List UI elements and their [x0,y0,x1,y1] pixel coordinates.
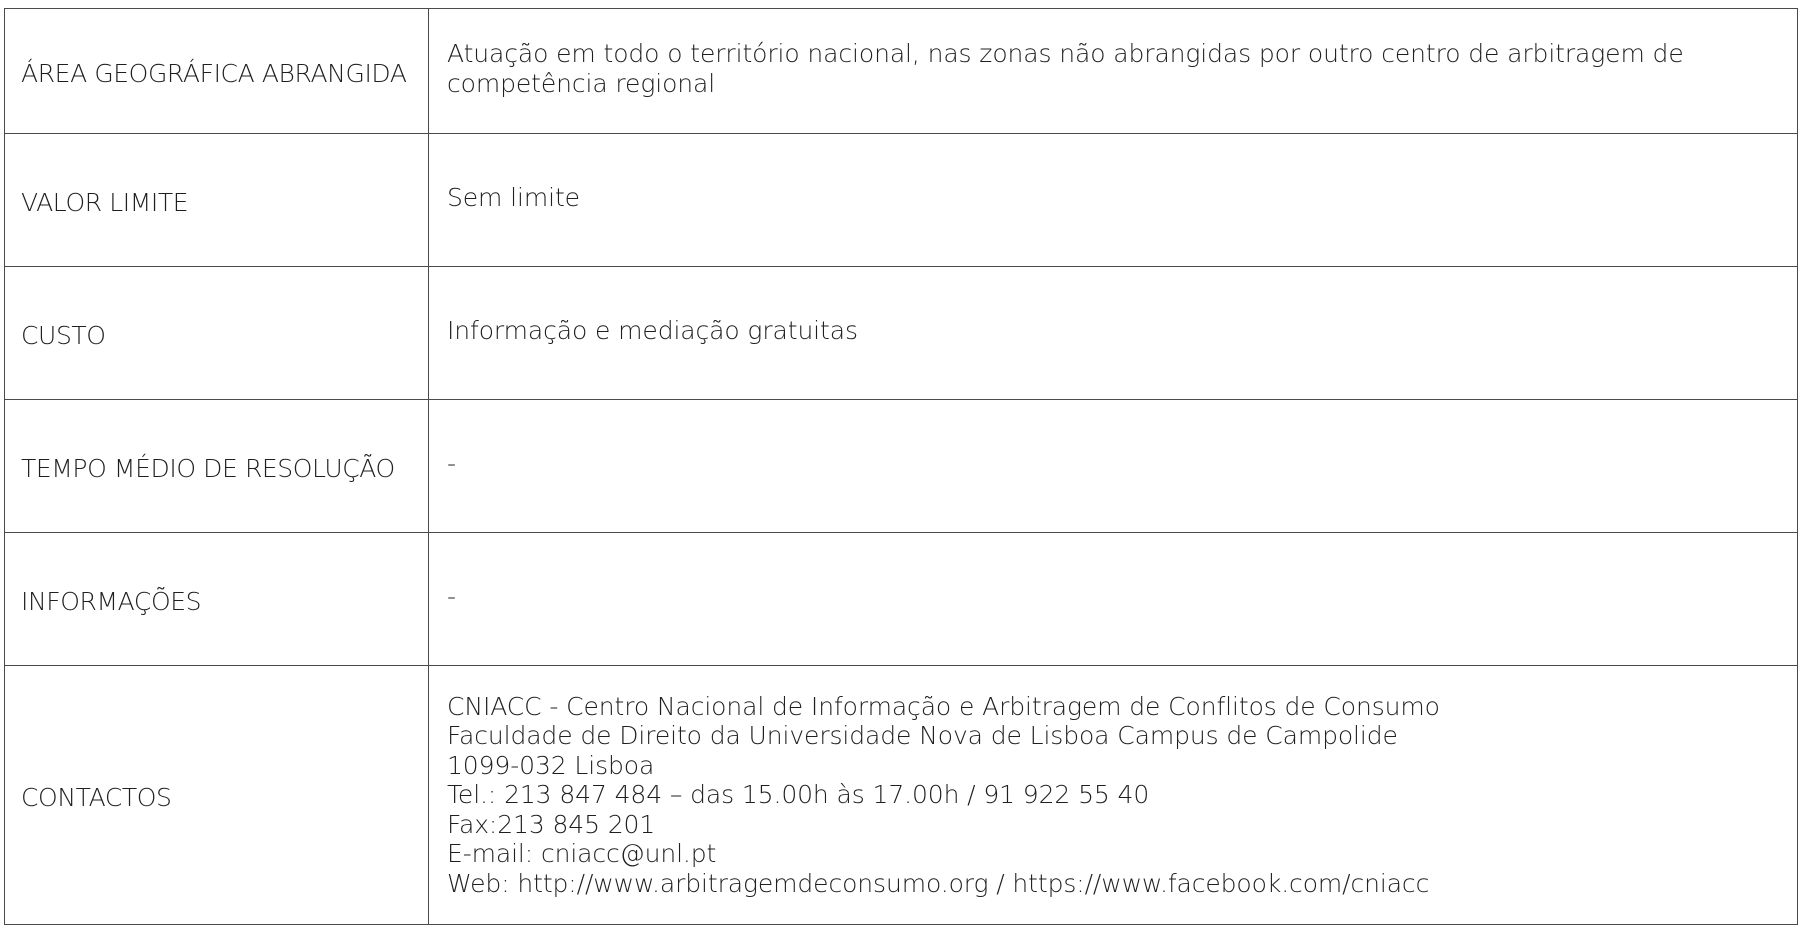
row-value: Atuação em todo o território nacional, nas zonas não abrangidas por outro centro de arbitragem de competência regional [447,39,1684,98]
table-row-valor-limite [5,134,1798,267]
contact-block [447,692,1779,899]
table-row-tempo-medio [5,400,1798,533]
info-table [4,8,1798,925]
row-value: Sem limite [447,183,580,212]
contact-postal-code: 1099-032 Lisboa [447,750,655,780]
row-value-cell [429,134,1798,267]
row-value-cell [429,267,1798,400]
contact-fax: Fax:213 845 201 [447,809,656,839]
row-label-cell [5,666,429,925]
row-label: TEMPO MÉDIO DE RESOLUÇÃO [21,454,395,483]
row-label-cell [5,533,429,666]
row-value-cell [429,9,1798,134]
row-label-cell [5,9,429,134]
contact-organization: CNIACC - Centro Nacional de Informação e Arbitragem de Conflitos de Consumo [447,691,1440,721]
contact-web: Web: http://www.arbitragemdeconsumo.org / https://www.facebook.com/cniacc [447,868,1430,898]
row-value-cell [429,400,1798,533]
row-value: - [447,582,456,611]
row-value-cell [429,533,1798,666]
table-row-custo [5,267,1798,400]
row-value: - [447,449,456,478]
row-label-cell [5,400,429,533]
table-row-contactos [5,666,1798,925]
contact-phone: Tel.: 213 847 484 – das 15.00h às 17.00h / 91 922 55 40 [447,780,1150,810]
row-label-cell [5,267,429,400]
row-value: Informação e mediação gratuitas [447,316,858,345]
contact-address: Faculdade de Direito da Universidade Nova de Lisboa Campus de Campolide [447,721,1398,751]
row-label: ÁREA GEOGRÁFICA ABRANGIDA [21,59,407,88]
table-row-area-geografica [5,9,1798,134]
row-label-cell [5,134,429,267]
contact-email: E-mail: cniacc@unl.pt [447,839,717,869]
contact-block-cell [429,666,1798,925]
table-row-informacoes [5,533,1798,666]
row-label: CUSTO [21,321,106,350]
row-label: INFORMAÇÕES [21,587,202,616]
row-label: CONTACTOS [21,783,172,812]
row-label: VALOR LIMITE [21,188,189,217]
